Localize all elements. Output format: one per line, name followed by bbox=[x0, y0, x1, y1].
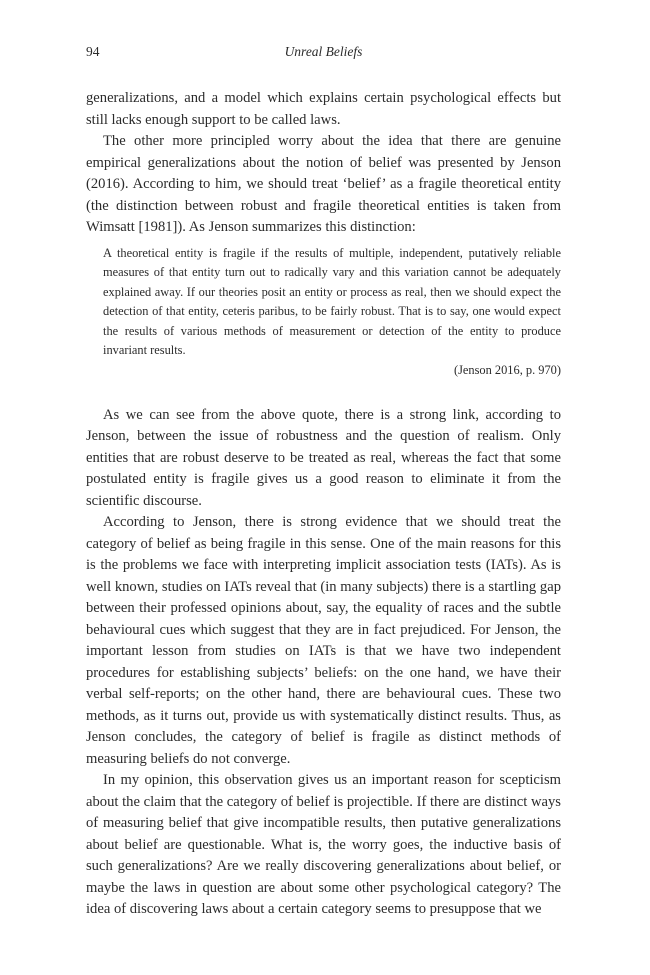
paragraph-jenson-worry: The other more principled worry about the idea that there are genuine empirical generalizations about the notion of belief was presented by Jenson (2016). According to him, we should treat ‘belief’ as a fragile theoretical entity (the distinction between robust and fragile theoretical entities is taken from Wimsatt [1981]). As Jenson summarizes this distinction: bbox=[86, 133, 561, 235]
page-header bbox=[86, 44, 561, 64]
page-body bbox=[86, 88, 561, 921]
quote-text: A theoretical entity is fragile if the results of multiple, independent, putatively reliable measures of that entity turn out to radically vary and this variation cannot be adequately explained away. If our theories posit an entity or process as real, then we should expect the detection of that entity, ceteris paribus, to be fairly robust. That is to say, one would expect the results of various methods of measurement or detection of the entity to produce invariant results. bbox=[103, 245, 561, 358]
block-quote bbox=[103, 244, 561, 381]
paragraph-robustness: As we can see from the above quote, there is a strong link, according to Jenson, between the issue of robustness and the question of realism. Only entities that are robust deserve to be treated as real, whereas the fact that some postulated entity is fragile gives us a good reason to eliminate it from the scientific discourse. bbox=[86, 406, 561, 509]
paragraph-fragile-belief: According to Jenson, there is strong evidence that we should treat the category of belief as being fragile in this sense. One of the main reasons for this is the problems we face with interpreting implicit association tests (IATs). As is well known, studies on IATs reveal that (in many subjects) there is a startling gap between their professed opinions about, say, the equality of races and the subtle behavioural cues which suggest that they are in fact prejudiced. For Jenson, the important lesson from studies on IATs is that we have two independent procedures for establishing subjects’ beliefs: on the one hand, we have their verbal self-reports; on the other hand, there are behavioural cues. These two methods, as it turns out, provide us with systematically distinct results. Thus, as Jenson concludes, the category of belief is fragile as distinct methods of measuring beliefs do not converge. bbox=[86, 514, 561, 767]
body-after-quote bbox=[86, 405, 561, 921]
paragraph-projectible: In my opinion, this observation gives us an important reason for scepticism about the claim that the category of belief is projectible. If there are distinct ways of measuring belief that give incompatible results, then putative generalizations about belief are questionable. What is, the worry goes, the inductive basis of such generalizations? Are we really discovering generalizations about belief, or maybe the laws in question are about some other psychological category? The idea of discovering laws about a certain category seems to presuppose that we bbox=[86, 772, 561, 918]
quote-citation: (Jenson 2016, p. 970) bbox=[453, 363, 561, 378]
paragraph-continued: generalizations, and a model which explains certain psychological effects but still lacks enough support to be called laws. bbox=[86, 90, 561, 128]
running-title: Unreal Beliefs bbox=[284, 44, 363, 59]
page-number: 94 bbox=[86, 44, 100, 59]
